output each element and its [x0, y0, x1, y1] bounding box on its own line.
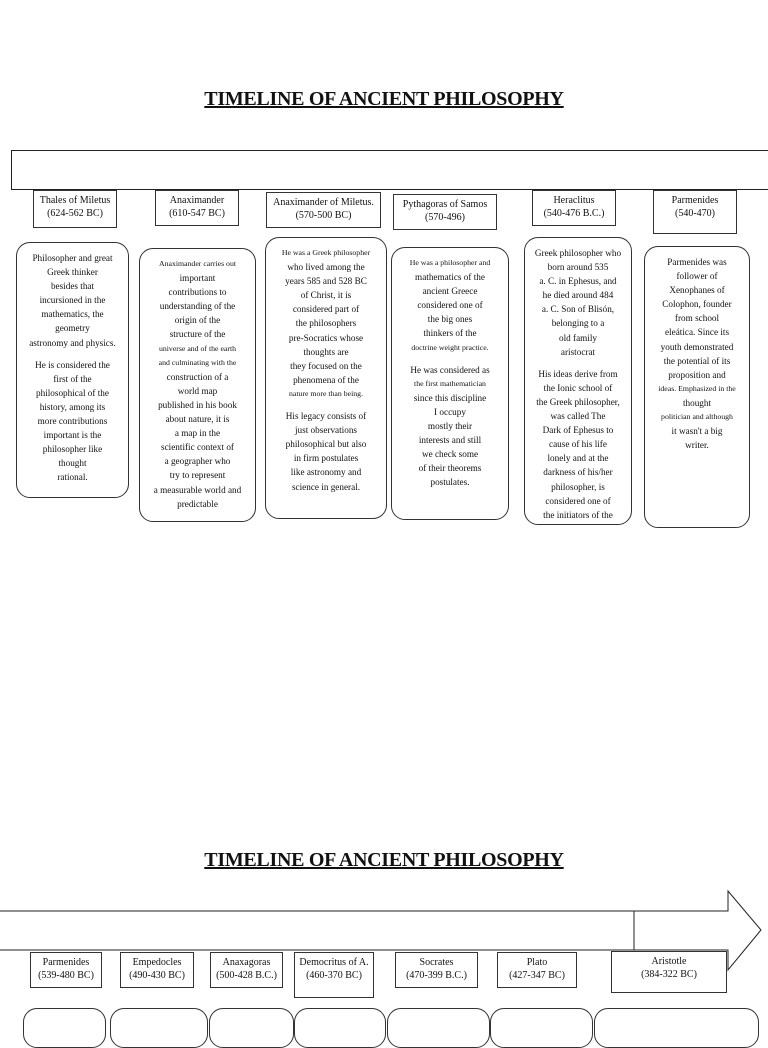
description-line: politician and although	[661, 412, 733, 422]
description-line: thought	[58, 458, 87, 469]
philosopher-description	[209, 1008, 294, 1048]
description-line: years 585 and 528 BC	[285, 276, 367, 287]
description-line: in firm postulates	[293, 453, 359, 464]
philosopher-name-box: Heraclitus (540-476 B.C.)	[532, 190, 616, 226]
description-line: a geographer who	[164, 456, 231, 467]
description-line: considered part of	[292, 304, 360, 315]
philosopher-name-box: Anaximander of Miletus. (570-500 BC)	[266, 192, 381, 228]
description-line: besides that	[50, 281, 95, 292]
description-line: science in general.	[291, 481, 361, 492]
description-line: Greek philosopher who	[534, 248, 622, 258]
description-line: philosophical of the	[36, 387, 109, 398]
description-line: scientific context of	[161, 442, 234, 453]
description-line: a. C. Son of Blisón,	[541, 304, 615, 315]
description-line: predictable	[177, 498, 218, 509]
description-line: they focused on the	[290, 360, 362, 371]
philosopher-description	[16, 242, 129, 498]
philosopher-name-box: Democritus of A. (460-370 BC)	[294, 952, 374, 998]
paragraph-gap	[396, 355, 504, 363]
description-line: incursioned in the	[39, 295, 106, 306]
description-line: Parmenides was	[667, 257, 727, 267]
description-line: mathematics, the	[41, 309, 104, 320]
description-line: the Greek philosopher,	[536, 396, 620, 407]
description-line: thoughts are	[303, 346, 349, 357]
description-line: Dark of Ephesus to	[542, 425, 614, 436]
description-line: astronomy and physics.	[29, 337, 116, 348]
description-line: contributions to	[168, 287, 227, 298]
description-line: proposition and	[668, 369, 726, 380]
philosopher-description	[490, 1008, 593, 1048]
description-line: first of the	[53, 373, 92, 384]
philosopher-description	[387, 1008, 490, 1048]
philosopher-name-box: Thales of Miletus (624-562 BC)	[33, 190, 117, 228]
description-line: darkness of his/her	[543, 467, 613, 478]
description-line: interests and still	[418, 435, 482, 446]
philosopher-description	[391, 247, 509, 520]
paragraph-gap	[21, 350, 124, 358]
description-line: doctrine weight practice.	[411, 342, 489, 352]
description-line: important is the	[43, 430, 102, 441]
page-title: TIMELINE OF ANCIENT PHILOSOPHY	[204, 849, 564, 871]
description-line: cause of his life	[549, 439, 607, 450]
description-line: He was considered as	[410, 364, 490, 375]
description-line: ideas. Emphasized in the	[658, 383, 736, 393]
description-line: world map	[177, 385, 218, 396]
description-line: a. C. in Ephesus, and	[539, 276, 617, 287]
description-line: we check some	[421, 449, 479, 460]
description-line: considered one of	[417, 300, 483, 311]
paragraph-gap	[529, 359, 627, 367]
philosopher-name-box: Parmenides (539-480 BC)	[30, 952, 102, 988]
description-line: the big ones	[427, 314, 473, 325]
description-line: considered one of	[545, 495, 611, 506]
description-line: old family	[558, 332, 598, 343]
description-line: it wasn't a big	[671, 426, 723, 437]
description-line: he died around 484	[542, 290, 614, 301]
philosopher-description	[110, 1008, 208, 1048]
philosopher-description	[644, 246, 750, 528]
philosopher-description	[524, 237, 632, 525]
description-line: His ideas derive from	[538, 368, 618, 379]
description-line: history, among its	[39, 401, 106, 412]
timeline-bar	[11, 150, 768, 190]
description-line: youth demonstrated	[660, 341, 734, 352]
description-line: the initiators of the	[543, 509, 613, 520]
description-line: writer.	[685, 440, 709, 451]
description-line: philosophical but also	[285, 439, 367, 450]
description-line: thought	[682, 397, 712, 408]
philosopher-description	[294, 1008, 386, 1048]
description-line: His legacy consists of	[285, 411, 367, 422]
description-line: rational.	[57, 472, 88, 483]
description-line: a map in the	[174, 428, 221, 439]
description-line: was called The	[550, 411, 606, 422]
description-line: about nature, it is	[165, 414, 230, 425]
description-line: He was a philosopher and	[409, 258, 491, 267]
philosopher-name-box: Aristotle (384-322 BC)	[611, 951, 727, 993]
description-line: mathematics of the	[415, 272, 485, 283]
paragraph-gap	[270, 401, 382, 409]
description-line: try to represent	[169, 470, 226, 481]
philosopher-name-box: Pythagoras of Samos (570-496)	[393, 194, 497, 230]
philosopher-name-box: Parmenides (540-470)	[653, 190, 737, 234]
description-line: Xenophanes of	[669, 285, 725, 296]
description-line: more contributions	[37, 416, 108, 427]
description-line: from school	[674, 313, 720, 324]
description-line: I occupy	[434, 406, 466, 417]
description-line: aristocrat	[560, 346, 596, 357]
description-line: origin of the	[174, 315, 221, 326]
description-line: postulates.	[430, 477, 470, 488]
description-line: philosopher like	[42, 444, 103, 455]
description-line: phenomena of the	[293, 374, 359, 385]
description-line: universe and of the earth	[158, 343, 237, 353]
description-line: pre-Socratics whose	[288, 332, 364, 343]
description-line: understanding of the	[159, 301, 236, 312]
description-line: a measurable world and	[153, 484, 242, 495]
description-line: eleática. Since its	[664, 327, 730, 338]
description-line: mostly their	[427, 421, 473, 432]
description-line: the philosophers	[295, 318, 357, 329]
philosopher-name-box: Socrates (470-399 B.C.)	[395, 952, 478, 988]
description-line: Greek thinker	[47, 267, 98, 278]
description-line: Philosopher and great	[32, 253, 113, 263]
description-line: ancient Greece	[422, 286, 478, 297]
description-line: just observations	[294, 425, 357, 436]
description-line: Anaximander carries out	[158, 259, 237, 268]
page-title: TIMELINE OF ANCIENT PHILOSOPHY	[204, 88, 564, 110]
philosopher-name-box: Anaximander (610-547 BC)	[155, 190, 239, 226]
description-line: of Christ, it is	[300, 290, 352, 301]
description-line: born around 535	[547, 262, 609, 273]
description-line: thinkers of the	[423, 328, 477, 339]
philosopher-name-box: Plato (427-347 BC)	[497, 952, 577, 988]
philosopher-description	[139, 248, 256, 522]
description-line: the first mathematician	[414, 378, 486, 388]
description-line: since this discipline	[413, 392, 487, 403]
description-line: He was a Greek philosopher	[281, 248, 371, 257]
philosopher-name-box: Anaxagoras (500-428 B.C.)	[210, 952, 283, 988]
description-line: important	[179, 273, 216, 284]
description-line: structure of the	[169, 329, 226, 340]
description-line: lonely and at the	[547, 453, 609, 464]
description-line: published in his book	[158, 399, 237, 410]
description-line: like astronomy and	[290, 467, 362, 478]
description-line: who lived among the	[287, 262, 365, 273]
description-line: construction of a	[166, 371, 229, 382]
description-line: of their theorems	[418, 463, 482, 474]
philosopher-name-box: Empedocles (490-430 BC)	[120, 952, 194, 988]
description-line: He is considered the	[35, 359, 110, 370]
philosopher-description	[23, 1008, 106, 1048]
description-line: the Ionic school of	[543, 382, 613, 393]
description-line: geometry	[55, 323, 90, 334]
philosopher-description	[265, 237, 387, 519]
description-line: follower of	[676, 271, 718, 282]
description-line: the potential of its	[663, 355, 731, 366]
description-line: belonging to a	[551, 318, 605, 329]
description-line: philosopher, is	[551, 481, 605, 492]
philosopher-description	[594, 1008, 759, 1048]
description-line: and culminating with the	[158, 357, 237, 367]
description-line: nature more than being.	[288, 388, 364, 398]
description-line: Colophon, founder	[662, 299, 732, 310]
